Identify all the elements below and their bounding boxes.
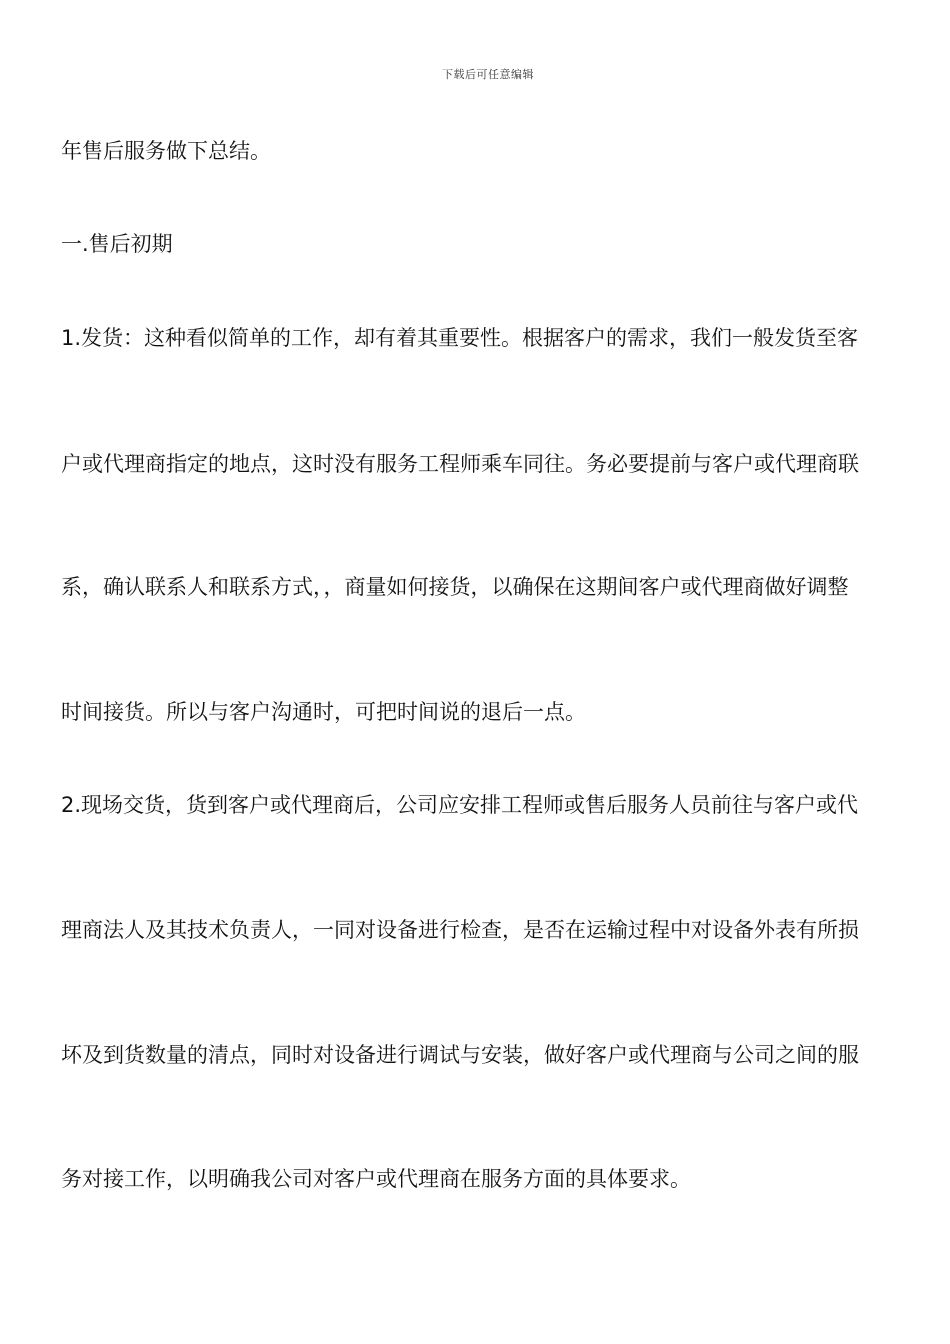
page-header-note: 下载后可任意编辑	[442, 68, 534, 81]
text-line-intro: 年售后服务做下总结。	[61, 139, 271, 163]
paragraph-line: 1.发货：这种看似简单的工作，却有着其重要性。根据客户的需求，我们一般发货至客	[61, 326, 859, 350]
paragraph-line: 系，确认联系人和联系方式，，商量如何接货，以确保在这期间客户或代理商做好调整	[61, 575, 849, 599]
paragraph-line: 坏及到货数量的清点，同时对设备进行调试与安装，做好客户或代理商与公司之间的服	[61, 1043, 859, 1067]
paragraph-line: 户或代理商指定的地点，这时没有服务工程师乘车同往。务必要提前与客户或代理商联	[61, 452, 859, 476]
paragraph-line: 理商法人及其技术负责人，一同对设备进行检查，是否在运输过程中对设备外表有所损	[61, 918, 859, 942]
paragraph-line: 务对接工作，以明确我公司对客户或代理商在服务方面的具体要求。	[61, 1167, 691, 1191]
section-heading: 一.售后初期	[61, 232, 173, 256]
paragraph-line: 2.现场交货，货到客户或代理商后，公司应安排工程师或售后服务人员前往与客户或代	[61, 793, 859, 817]
paragraph-line: 时间接货。所以与客户沟通时，可把时间说的退后一点。	[61, 700, 586, 724]
